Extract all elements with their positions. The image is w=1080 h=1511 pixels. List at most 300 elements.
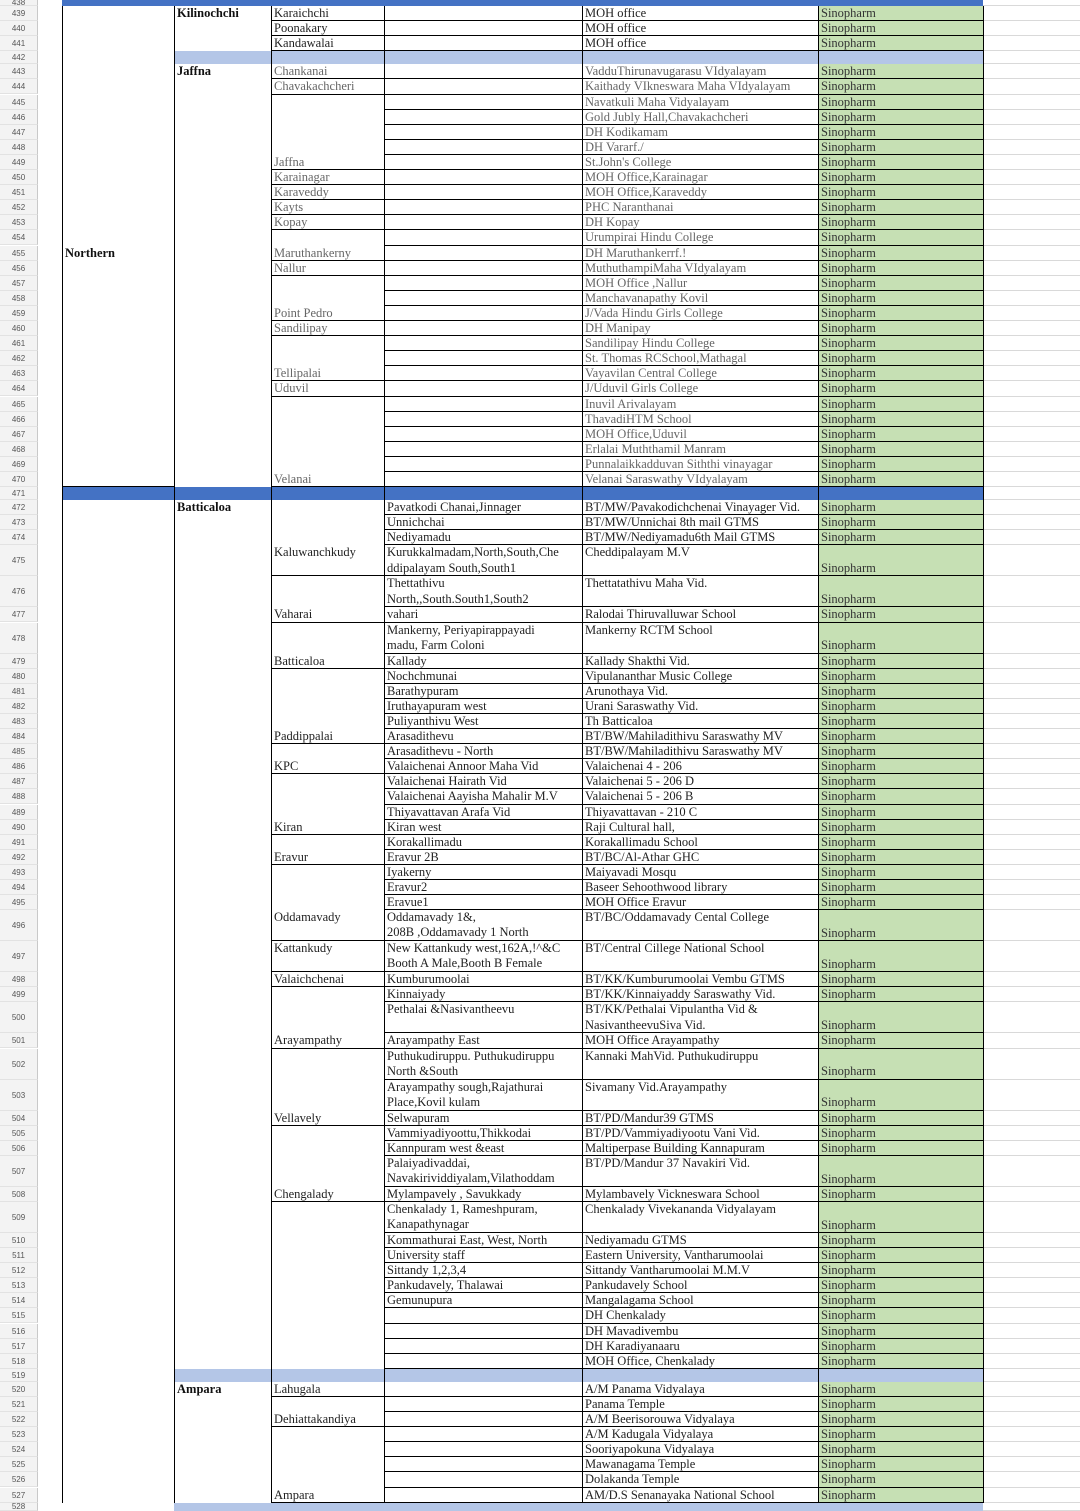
row-header[interactable]: 455 <box>0 246 38 261</box>
vaccination-center-cell[interactable]: Sandilipay Hindu College <box>585 336 715 351</box>
gn-area-cell[interactable]: Pavatkodi Chanai,Jinnager <box>387 500 521 515</box>
vaccination-center-cell[interactable]: MOH office <box>585 6 647 20</box>
gn-area-cell[interactable]: Chenkalady 1, Rameshpuram, <box>387 1201 538 1216</box>
vaccination-center-cell[interactable]: A/M Beerisorouwa Vidyalaya <box>585 1412 735 1426</box>
moh-area-cell[interactable]: Kaluwanchkudy <box>274 545 356 560</box>
vaccination-center-cell[interactable]: Eastern University, Vantharumoolai <box>585 1248 764 1262</box>
vaccine-cell[interactable]: Sinopharm <box>818 351 983 366</box>
vaccine-cell[interactable]: Sinopharm <box>818 457 983 472</box>
row-header[interactable]: 509 <box>0 1202 38 1233</box>
vaccine-cell[interactable]: Sinopharm <box>818 1111 983 1126</box>
row-header[interactable]: 470 <box>0 472 38 487</box>
row-header[interactable]: 442 <box>0 51 38 64</box>
row-header[interactable]: 486 <box>0 759 38 774</box>
vaccine-cell[interactable]: Sinopharm <box>818 140 983 155</box>
row-header[interactable]: 499 <box>0 987 38 1002</box>
vaccine-cell[interactable]: Sinopharm <box>818 654 983 669</box>
gn-area-cell[interactable]: Gemunupura <box>387 1293 453 1308</box>
vaccine-cell[interactable]: Sinopharm <box>818 850 983 865</box>
row-header[interactable]: 507 <box>0 1156 38 1187</box>
gn-area-cell[interactable]: Kumburumoolai <box>387 972 470 987</box>
row-header[interactable]: 498 <box>0 972 38 987</box>
row-header[interactable]: 485 <box>0 744 38 759</box>
vaccine-cell[interactable]: Sinopharm <box>818 276 983 291</box>
moh-area-cell[interactable]: Karainagar <box>274 170 330 184</box>
vaccination-center-cell[interactable]: Panama Temple <box>585 1396 665 1411</box>
vaccination-center-cell[interactable]: St.John's College <box>585 154 672 169</box>
vaccine-cell[interactable]: Sinopharm <box>818 64 983 79</box>
vaccination-center-cell[interactable]: Vayavilan Central College <box>585 366 717 381</box>
moh-area-cell[interactable]: Paddippalai <box>274 729 334 743</box>
vaccination-center-cell[interactable]: Raji Cultural hall, <box>585 819 675 834</box>
row-header[interactable]: 469 <box>0 457 38 472</box>
gn-area-cell[interactable]: Puliyanthivu West <box>387 713 479 728</box>
gn-area-cell-line2[interactable]: ddipalayam South,South1 <box>387 560 517 575</box>
row-header[interactable]: 464 <box>0 381 38 396</box>
vaccine-cell[interactable]: Sinopharm <box>818 427 983 442</box>
moh-area-cell[interactable]: Chengalady <box>274 1186 334 1201</box>
row-header[interactable]: 446 <box>0 110 38 125</box>
row-header[interactable]: 515 <box>0 1308 38 1323</box>
vaccine-cell[interactable]: Sinopharm <box>818 215 983 230</box>
gn-area-cell-line2[interactable]: Kanapathynagar <box>387 1217 469 1231</box>
vaccination-center-cell[interactable]: BT/KK/Kumburumoolai Vembu GTMS <box>585 972 785 987</box>
vaccination-center-cell[interactable]: Th Batticaloa <box>585 713 653 728</box>
vaccine-cell[interactable]: Sinopharm <box>818 1141 983 1156</box>
gn-area-cell[interactable]: Sittandy 1,2,3,4 <box>387 1263 467 1278</box>
gn-area-cell[interactable]: Thiyavattavan Arafa Vid <box>387 804 511 819</box>
vaccine-cell[interactable]: Sinopharm <box>818 1263 983 1278</box>
vaccine-cell[interactable]: Sinopharm <box>818 592 983 607</box>
vaccine-cell[interactable]: Sinopharm <box>818 744 983 759</box>
row-header[interactable]: 508 <box>0 1187 38 1202</box>
vaccination-center-cell[interactable]: Kallady Shakthi Vid. <box>585 653 690 668</box>
vaccination-center-cell[interactable]: BT/KK/Kinnaiyaddy Saraswathy Vid. <box>585 987 776 1002</box>
gn-area-cell[interactable]: Kinnaiyady <box>387 987 446 1002</box>
vaccination-center-cell[interactable]: Inuvil Arivalayam <box>585 396 677 411</box>
vaccine-cell[interactable]: Sinopharm <box>818 336 983 351</box>
vaccination-center-cell[interactable]: Arunothaya Vid. <box>585 683 669 698</box>
district-cell[interactable]: Jaffna <box>177 64 212 79</box>
vaccination-center-cell[interactable]: Gold Jubly Hall,Chavakachcheri <box>585 109 749 124</box>
row-header[interactable]: 473 <box>0 515 38 530</box>
row-header[interactable]: 449 <box>0 155 38 170</box>
row-header[interactable]: 517 <box>0 1339 38 1354</box>
vaccine-cell[interactable]: Sinopharm <box>818 1172 983 1187</box>
vaccine-cell[interactable]: Sinopharm <box>818 774 983 789</box>
row-header[interactable]: 513 <box>0 1278 38 1293</box>
moh-area-cell[interactable]: Lahugala <box>274 1381 321 1396</box>
row-header[interactable]: 450 <box>0 170 38 185</box>
vaccine-cell[interactable]: Sinopharm <box>818 155 983 170</box>
moh-area-cell[interactable]: Maruthankerny <box>274 245 352 260</box>
vaccination-center-cell[interactable]: BT/KK/Pethalai Vipulantha Vid & <box>585 1002 758 1017</box>
district-cell[interactable]: Kilinochchi <box>177 6 239 20</box>
vaccination-center-cell[interactable]: DH Mavadivembu <box>585 1323 679 1338</box>
vaccine-cell[interactable]: Sinopharm <box>818 1397 983 1412</box>
row-header[interactable]: 456 <box>0 261 38 276</box>
gn-area-cell[interactable]: Kiran west <box>387 819 442 834</box>
district-cell[interactable]: Ampara <box>177 1381 222 1396</box>
gn-area-cell[interactable]: Nochchmunai <box>387 668 458 683</box>
vaccination-center-cell[interactable]: AM/D.S Senanayaka National School <box>585 1487 775 1502</box>
vaccine-cell[interactable]: Sinopharm <box>818 638 983 653</box>
row-header[interactable]: 520 <box>0 1382 38 1397</box>
vaccination-center-cell[interactable]: Pankudavely School <box>585 1278 688 1293</box>
moh-area-cell[interactable]: Sandilipay <box>274 321 328 335</box>
vaccine-cell[interactable]: Sinopharm <box>818 306 983 321</box>
moh-area-cell[interactable]: Arayampathy <box>274 1033 343 1048</box>
gn-area-cell[interactable]: Iruthayapuram west <box>387 698 487 713</box>
vaccination-center-cell[interactable]: Thiyavattavan - 210 C <box>585 804 698 819</box>
row-header[interactable]: 526 <box>0 1472 38 1487</box>
row-header[interactable]: 506 <box>0 1141 38 1156</box>
vaccination-center-cell[interactable]: MOH Office ,Nallur <box>585 275 688 290</box>
row-header[interactable]: 444 <box>0 79 38 94</box>
row-header[interactable]: 471 <box>0 487 38 500</box>
vaccination-center-cell[interactable]: BT/BW/Mahiladithivu Saraswathy MV <box>585 729 783 743</box>
vaccine-cell[interactable]: Sinopharm <box>818 1382 983 1397</box>
moh-area-cell[interactable]: Vellavely <box>274 1110 322 1125</box>
vaccination-center-cell[interactable]: BT/MW/Pavakodichchenai Vinayager Vid. <box>585 500 800 515</box>
vaccine-cell[interactable]: Sinopharm <box>818 1427 983 1442</box>
row-header[interactable]: 463 <box>0 366 38 381</box>
gn-area-cell[interactable]: Unnichchai <box>387 515 445 530</box>
moh-area-cell[interactable]: Dehiattakandiya <box>274 1412 356 1426</box>
moh-area-cell[interactable]: Valaichchenai <box>274 972 345 987</box>
vaccination-center-cell[interactable]: Ralodai Thiruvalluwar School <box>585 607 737 622</box>
vaccination-center-cell[interactable]: Cheddipalayam M.V <box>585 545 690 560</box>
vaccine-cell[interactable]: Sinopharm <box>818 472 983 487</box>
row-header[interactable]: 476 <box>0 576 38 607</box>
vaccination-center-cell[interactable]: Kannaki MahVid. Puthukudiruppu <box>585 1048 759 1063</box>
vaccination-center-cell[interactable]: Mankerny RCTM School <box>585 622 713 637</box>
vaccination-center-cell[interactable]: DH Karadiyanaaru <box>585 1338 680 1353</box>
gn-area-cell[interactable]: Valaichenai Annoor Maha Vid <box>387 759 539 774</box>
vaccination-center-cell[interactable]: Dolakanda Temple <box>585 1472 680 1487</box>
gn-area-cell-line2[interactable]: Booth A Male,Booth B Female <box>387 956 543 971</box>
row-header[interactable]: 445 <box>0 95 38 110</box>
vaccine-cell[interactable]: Sinopharm <box>818 1488 983 1503</box>
moh-area-cell[interactable]: Karaveddy <box>274 185 329 200</box>
vaccine-cell[interactable]: Sinopharm <box>818 1233 983 1248</box>
vaccine-cell[interactable]: Sinopharm <box>818 21 983 36</box>
vaccination-center-cell[interactable]: Velanai Saraswathy VIdyalayam <box>585 472 748 486</box>
vaccination-center-cell[interactable]: J/Vada Hindu Girls College <box>585 305 723 320</box>
row-header[interactable]: 483 <box>0 714 38 729</box>
vaccination-center-cell[interactable]: Vipulananthar Music College <box>585 668 733 683</box>
vaccination-center-cell[interactable]: MOH Office, Chenkalady <box>585 1353 715 1368</box>
row-header[interactable]: 465 <box>0 397 38 412</box>
vaccine-cell[interactable]: Sinopharm <box>818 321 983 336</box>
vaccine-cell[interactable]: Sinopharm <box>818 1457 983 1472</box>
vaccination-center-cell[interactable]: Thettatathivu Maha Vid. <box>585 576 708 591</box>
row-header[interactable]: 447 <box>0 125 38 140</box>
vaccination-center-cell[interactable]: DH Chenkalady <box>585 1308 666 1323</box>
row-header[interactable]: 452 <box>0 200 38 215</box>
vaccination-center-cell[interactable]: Kaithady VIkneswara Maha VIdyalayam <box>585 79 791 94</box>
row-header[interactable]: 459 <box>0 306 38 321</box>
moh-area-cell[interactable]: Kayts <box>274 200 304 215</box>
vaccine-cell[interactable]: Sinopharm <box>818 1248 983 1263</box>
vaccination-center-cell[interactable]: Erlalai Muththamil Manram <box>585 441 726 456</box>
gn-area-cell-line2[interactable]: North &South <box>387 1063 459 1078</box>
district-cell[interactable]: Batticaloa <box>177 500 232 515</box>
vaccine-cell[interactable]: Sinopharm <box>818 1354 983 1369</box>
vaccine-cell[interactable]: Sinopharm <box>818 957 983 972</box>
province-cell[interactable]: Northern <box>65 245 115 260</box>
row-header[interactable]: 510 <box>0 1233 38 1248</box>
vaccine-cell[interactable]: Sinopharm <box>818 397 983 412</box>
vaccine-cell[interactable]: Sinopharm <box>818 1126 983 1141</box>
row-header[interactable]: 481 <box>0 684 38 699</box>
vaccine-cell[interactable]: Sinopharm <box>818 530 983 545</box>
row-header[interactable]: 497 <box>0 941 38 972</box>
vaccination-center-cell[interactable]: Manchavanapathy Kovil <box>585 290 709 305</box>
moh-area-cell[interactable]: Oddamavady <box>274 910 341 925</box>
vaccine-cell[interactable]: Sinopharm <box>818 79 983 94</box>
row-header[interactable]: 439 <box>0 6 38 21</box>
vaccine-cell[interactable]: Sinopharm <box>818 1442 983 1457</box>
gn-area-cell[interactable]: Vammiyadiyoottu,Thikkodai <box>387 1125 532 1140</box>
vaccine-cell[interactable]: Sinopharm <box>818 1064 983 1079</box>
gn-area-cell[interactable]: vahari <box>387 607 419 622</box>
moh-area-cell[interactable]: Kiran <box>274 819 303 834</box>
vaccination-center-cell[interactable]: DH Manipay <box>585 321 651 335</box>
moh-area-cell[interactable]: Kandawalai <box>274 36 334 51</box>
row-header[interactable]: 527 <box>0 1488 38 1503</box>
vaccine-cell[interactable]: Sinopharm <box>818 926 983 941</box>
vaccination-center-cell[interactable]: Maltiperpase Building Kannapuram <box>585 1140 765 1155</box>
gn-area-cell[interactable]: Eravue1 <box>387 895 429 910</box>
vaccine-cell[interactable]: Sinopharm <box>818 684 983 699</box>
gn-area-cell-line2[interactable]: madu, Farm Coloni <box>387 637 485 652</box>
row-header[interactable]: 523 <box>0 1427 38 1442</box>
gn-area-cell-line2[interactable]: 208B ,Oddamavady 1 North <box>387 925 529 940</box>
gn-area-cell[interactable]: University staff <box>387 1248 465 1262</box>
moh-area-cell[interactable]: Eravur <box>274 849 309 864</box>
vaccination-center-cell[interactable]: DH Kopay <box>585 215 640 230</box>
gn-area-cell[interactable]: Pankudavely, Thalawai <box>387 1278 504 1293</box>
row-header[interactable]: 451 <box>0 185 38 200</box>
row-header[interactable]: 519 <box>0 1369 38 1382</box>
row-header[interactable]: 477 <box>0 607 38 622</box>
vaccination-center-cell[interactable]: PHC Naranthanai <box>585 200 674 215</box>
row-header[interactable]: 462 <box>0 351 38 366</box>
row-header[interactable]: 441 <box>0 36 38 51</box>
moh-area-cell[interactable]: Velanai <box>274 472 312 486</box>
vaccine-cell[interactable]: Sinopharm <box>818 987 983 1002</box>
row-header[interactable]: 482 <box>0 699 38 714</box>
row-header[interactable]: 461 <box>0 336 38 351</box>
vaccination-center-cell-line2[interactable]: NasivantheevuSiva Vid. <box>585 1017 706 1032</box>
gn-area-cell[interactable]: New Kattankudy west,162A,!^&C <box>387 941 561 956</box>
vaccination-center-cell[interactable]: Chenkalady Vivekananda Vidyalayam <box>585 1201 777 1216</box>
vaccination-center-cell[interactable]: Sivamany Vid.Arayampathy <box>585 1079 728 1094</box>
gn-area-cell[interactable]: Nediyamadu <box>387 530 451 545</box>
row-header[interactable]: 511 <box>0 1248 38 1263</box>
gn-area-cell-line2[interactable]: Place,Kovil kulam <box>387 1094 481 1109</box>
row-header[interactable]: 495 <box>0 895 38 910</box>
row-header[interactable]: 479 <box>0 654 38 669</box>
row-header[interactable]: 438 <box>0 0 38 6</box>
vaccination-center-cell[interactable]: BT/BC/Oddamavady Cental College <box>585 910 769 925</box>
gn-area-cell[interactable]: Valaichenai Aayisha Mahalir M.V <box>387 789 558 804</box>
vaccination-center-cell[interactable]: VadduThirunavugarasu VIdyalayam <box>585 64 767 79</box>
vaccination-center-cell[interactable]: DH Kodikamam <box>585 124 668 139</box>
row-header[interactable]: 490 <box>0 820 38 835</box>
moh-area-cell[interactable]: Batticaloa <box>274 653 325 668</box>
vaccination-center-cell[interactable]: BT/PD/Mandur39 GTMS <box>585 1110 714 1125</box>
vaccination-center-cell[interactable]: Sooriyapokuna Vidyalaya <box>585 1442 715 1457</box>
moh-area-cell[interactable]: Poonakary <box>274 21 328 36</box>
vaccination-center-cell[interactable]: ThavadiHTM School <box>585 411 692 426</box>
moh-area-cell[interactable]: Point Pedro <box>274 305 333 320</box>
gn-area-cell[interactable]: Kallady <box>387 653 427 668</box>
row-header[interactable]: 458 <box>0 291 38 306</box>
row-header[interactable]: 514 <box>0 1293 38 1308</box>
vaccination-center-cell[interactable]: MOH Office Arayampathy <box>585 1033 720 1048</box>
vaccination-center-cell[interactable]: Baseer Sehoothwood library <box>585 880 728 894</box>
gn-area-cell[interactable]: Korakallimadu <box>387 834 462 849</box>
vaccination-center-cell[interactable]: Valaichenai 5 - 206 B <box>585 789 694 804</box>
gn-area-cell[interactable]: Kommathurai East, West, North <box>387 1232 548 1247</box>
row-header[interactable]: 488 <box>0 789 38 804</box>
gn-area-cell[interactable]: Mylampavely , Savukkady <box>387 1186 522 1201</box>
row-header[interactable]: 496 <box>0 910 38 941</box>
moh-area-cell[interactable]: Nallur <box>274 260 306 275</box>
vaccine-cell[interactable]: Sinopharm <box>818 759 983 774</box>
moh-area-cell[interactable]: Jaffna <box>274 154 305 169</box>
vaccination-center-cell[interactable]: Navatkuli Maha Vidyalayam <box>585 94 730 109</box>
row-header[interactable]: 491 <box>0 835 38 850</box>
gn-area-cell[interactable]: Oddamavady 1&, <box>387 910 476 925</box>
row-header[interactable]: 501 <box>0 1033 38 1048</box>
vaccination-center-cell[interactable]: BT/MW/Unnichai 8th mail GTMS <box>585 515 759 530</box>
vaccine-cell[interactable]: Sinopharm <box>818 714 983 729</box>
row-header[interactable]: 503 <box>0 1080 38 1111</box>
vaccination-center-cell[interactable]: Valaichenai 4 - 206 <box>585 759 682 774</box>
vaccine-cell[interactable]: Sinopharm <box>818 185 983 200</box>
gn-area-cell[interactable]: Valaichenai Hairath Vid <box>387 774 507 789</box>
vaccine-cell[interactable]: Sinopharm <box>818 820 983 835</box>
vaccination-center-cell[interactable]: DH Maruthankerrf.! <box>585 245 687 260</box>
moh-area-cell[interactable]: Vaharai <box>274 607 313 622</box>
vaccine-cell[interactable]: Sinopharm <box>818 500 983 515</box>
row-header[interactable]: 500 <box>0 1002 38 1033</box>
moh-area-cell[interactable]: Tellipalai <box>274 366 322 381</box>
vaccination-center-cell[interactable]: Punnalaikkadduvan Siththi vinayagar <box>585 456 773 471</box>
vaccine-cell[interactable]: Sinopharm <box>818 1339 983 1354</box>
vaccine-cell[interactable]: Sinopharm <box>818 699 983 714</box>
vaccination-center-cell[interactable]: Sittandy Vantharumoolai M.M.V <box>585 1263 751 1278</box>
gn-area-cell[interactable]: Palaiyadivaddai, <box>387 1155 470 1170</box>
moh-area-cell[interactable]: Kattankudy <box>274 941 333 956</box>
row-header[interactable]: 487 <box>0 774 38 789</box>
row-header[interactable]: 468 <box>0 442 38 457</box>
vaccine-cell[interactable]: Sinopharm <box>818 789 983 804</box>
vaccine-cell[interactable]: Sinopharm <box>818 246 983 261</box>
gn-area-cell[interactable]: Selwapuram <box>387 1110 450 1125</box>
vaccine-cell[interactable]: Sinopharm <box>818 1412 983 1427</box>
vaccination-center-cell[interactable]: Mangalagama School <box>585 1293 694 1308</box>
row-header[interactable]: 522 <box>0 1412 38 1427</box>
row-header[interactable]: 484 <box>0 729 38 744</box>
row-header[interactable]: 504 <box>0 1111 38 1126</box>
gn-area-cell[interactable]: Barathypuram <box>387 683 459 698</box>
vaccine-cell[interactable]: Sinopharm <box>818 1187 983 1202</box>
row-header[interactable]: 521 <box>0 1397 38 1412</box>
vaccine-cell[interactable]: Sinopharm <box>818 36 983 51</box>
vaccine-cell[interactable]: Sinopharm <box>818 230 983 245</box>
gn-area-cell[interactable]: Eravur 2B <box>387 849 439 864</box>
moh-area-cell[interactable]: Chankanai <box>274 64 328 79</box>
vaccination-center-cell[interactable]: A/M Panama Vidyalaya <box>585 1381 705 1396</box>
row-header[interactable]: 472 <box>0 500 38 515</box>
row-header[interactable]: 475 <box>0 545 38 576</box>
vaccine-cell[interactable]: Sinopharm <box>818 95 983 110</box>
moh-area-cell[interactable]: Ampara <box>274 1487 315 1502</box>
vaccine-cell[interactable]: Sinopharm <box>818 515 983 530</box>
vaccine-cell[interactable]: Sinopharm <box>818 110 983 125</box>
moh-area-cell[interactable]: KPC <box>274 759 299 774</box>
gn-area-cell-line2[interactable]: Navakirividdiyalam,Vilathoddam <box>387 1170 555 1185</box>
row-header[interactable]: 528 <box>0 1503 38 1511</box>
moh-area-cell[interactable]: Kopay <box>274 215 308 230</box>
row-header[interactable]: 494 <box>0 880 38 895</box>
row-header[interactable]: 454 <box>0 230 38 245</box>
vaccine-cell[interactable]: Sinopharm <box>818 442 983 457</box>
row-header[interactable]: 524 <box>0 1442 38 1457</box>
vaccination-center-cell[interactable]: Maiyavadi Mosqu <box>585 864 677 879</box>
vaccine-cell[interactable]: Sinopharm <box>818 561 983 576</box>
row-header[interactable]: 505 <box>0 1126 38 1141</box>
gn-area-cell[interactable]: Arasadithevu - North <box>387 744 494 759</box>
vaccination-center-cell[interactable]: MOH Office Eravur <box>585 895 687 910</box>
row-header[interactable]: 440 <box>0 21 38 36</box>
vaccine-cell[interactable]: Sinopharm <box>818 1018 983 1033</box>
vaccine-cell[interactable]: Sinopharm <box>818 261 983 276</box>
vaccination-center-cell[interactable]: Urumpirai Hindu College <box>585 230 714 245</box>
vaccine-cell[interactable]: Sinopharm <box>818 1472 983 1487</box>
row-header[interactable]: 448 <box>0 140 38 155</box>
vaccine-cell[interactable]: Sinopharm <box>818 669 983 684</box>
vaccine-cell[interactable]: Sinopharm <box>818 381 983 396</box>
gn-area-cell[interactable]: Arasadithevu <box>387 729 454 743</box>
row-header[interactable]: 493 <box>0 865 38 880</box>
vaccination-center-cell[interactable]: J/Uduvil Girls College <box>585 381 699 396</box>
vaccine-cell[interactable]: Sinopharm <box>818 865 983 880</box>
vaccine-cell[interactable]: Sinopharm <box>818 1308 983 1323</box>
row-header[interactable]: 478 <box>0 623 38 654</box>
vaccine-cell[interactable]: Sinopharm <box>818 412 983 427</box>
vaccination-center-cell[interactable]: MOH office <box>585 36 647 51</box>
vaccine-cell[interactable]: Sinopharm <box>818 6 983 21</box>
row-header[interactable]: 518 <box>0 1354 38 1369</box>
vaccination-center-cell[interactable]: St. Thomas RCSchool,Mathagal <box>585 351 747 366</box>
gn-area-cell[interactable]: Iyakerny <box>387 864 432 879</box>
gn-area-cell[interactable]: Pethalai &Nasivantheevu <box>387 1002 515 1017</box>
gn-area-cell[interactable]: Arayampathy East <box>387 1033 480 1048</box>
vaccination-center-cell[interactable]: BT/PD/Vammiyadiyootu Vani Vid. <box>585 1125 760 1140</box>
vaccination-center-cell[interactable]: DH Vararf./ <box>585 139 644 154</box>
moh-area-cell[interactable]: Karaichchi <box>274 6 329 20</box>
vaccination-center-cell[interactable]: Mawanagama Temple <box>585 1457 696 1472</box>
moh-area-cell[interactable]: Chavakachcheri <box>274 79 355 94</box>
moh-area-cell[interactable]: Uduvil <box>274 381 309 396</box>
vaccine-cell[interactable]: Sinopharm <box>818 1293 983 1308</box>
gn-area-cell[interactable]: Mankerny, Periyapirappayadi <box>387 622 535 637</box>
